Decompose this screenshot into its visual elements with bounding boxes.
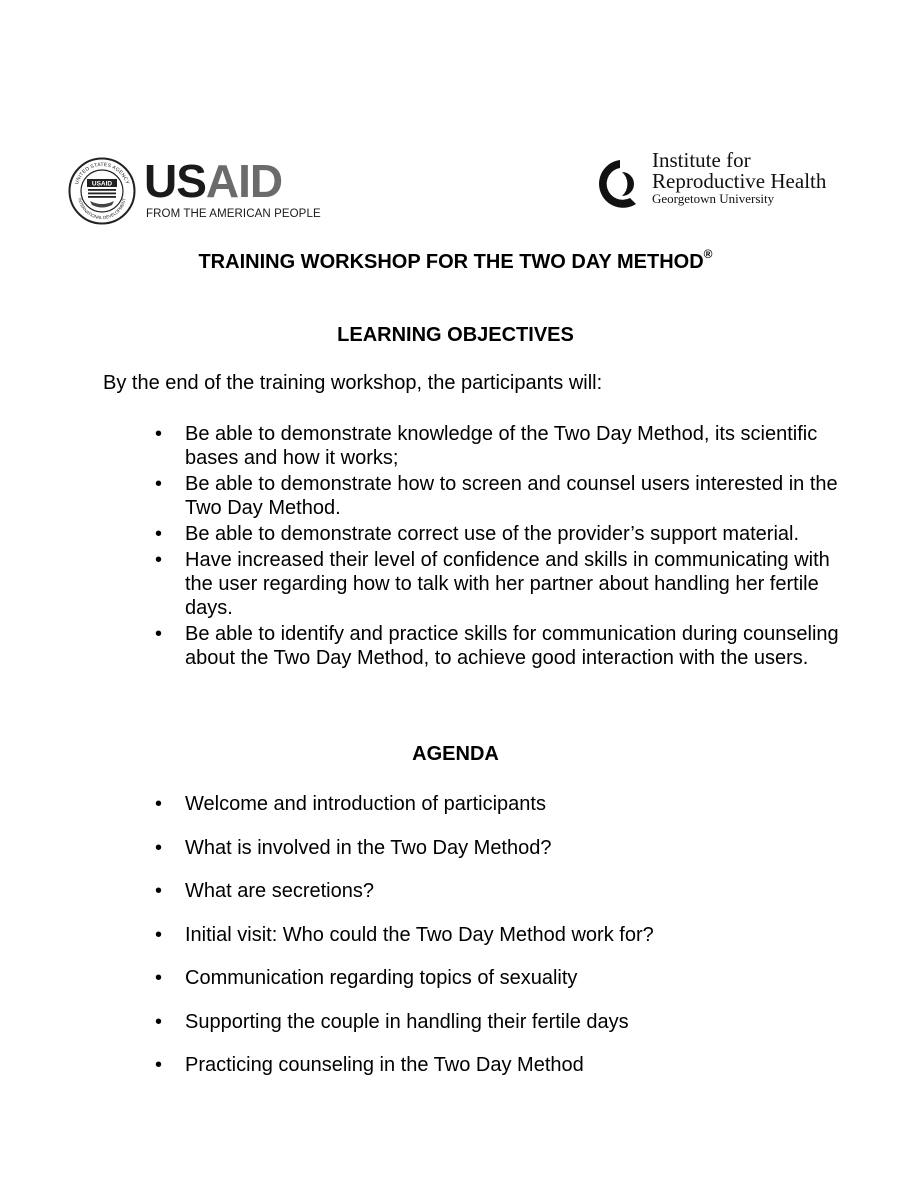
bullet-icon: •: [155, 836, 163, 859]
bullet-icon: •: [155, 880, 163, 902]
agenda-list: [155, 792, 855, 1097]
irh-line-georgetown: Georgetown University: [652, 191, 775, 206]
bullet-icon: •: [155, 1010, 163, 1033]
list-item: [155, 923, 855, 947]
list-item: [155, 792, 855, 816]
usaid-tagline: FROM THE AMERICAN PEOPLE: [146, 208, 321, 220]
agenda-text: What are secretions?: [185, 880, 374, 902]
bullet-icon: •: [155, 523, 163, 545]
objective-text: Have increased their level of confidence and skills in communicating with the user regarding how to talk with her partner about handling her fertile days.: [185, 549, 830, 619]
list-item: [155, 548, 855, 620]
usaid-wordmark-aid: AID: [205, 155, 283, 207]
bullet-icon: •: [155, 793, 163, 815]
agenda-text: Communication regarding topics of sexuality: [185, 967, 578, 989]
bullet-icon: •: [155, 923, 163, 946]
irh-logo: [590, 150, 880, 230]
agenda-text: Initial visit: Who could the Two Day Method work for?: [185, 923, 654, 946]
registered-mark: ®: [703, 247, 713, 262]
agenda-text: Practicing counseling in the Two Day Method: [185, 1054, 584, 1076]
objective-text: Be able to demonstrate knowledge of the Two Day Method, its scientific bases and how it works;: [185, 423, 818, 469]
irh-line-reproductive-health: Reproductive Health: [652, 169, 827, 193]
usaid-seal-badge: USAID: [91, 180, 113, 188]
objective-text: Be able to demonstrate how to screen and counsel users interested in the Two Day Method.: [185, 473, 838, 519]
list-item: [155, 836, 855, 860]
usaid-seal-bottom-text: INTERNATIONAL DEVELOPMENT: [77, 197, 127, 221]
usaid-logo: [62, 148, 342, 238]
list-item: [155, 1053, 855, 1077]
bullet-icon: •: [155, 967, 163, 989]
irh-line-institute: Institute for: [652, 148, 751, 172]
agenda-text: Welcome and introduction of participants: [185, 793, 546, 815]
list-item: [155, 422, 855, 470]
list-item: [155, 966, 855, 990]
list-item: [155, 1010, 855, 1034]
usaid-seal-top-text: UNITED STATES AGENCY: [73, 162, 131, 186]
agenda-heading: AGENDA: [412, 743, 499, 765]
bullet-icon: •: [155, 473, 163, 495]
irh-circle-mark-icon: [592, 154, 644, 214]
objectives-intro: By the end of the training workshop, the participants will:: [103, 372, 603, 394]
objectives-list: [155, 422, 855, 672]
usaid-seal-icon: [68, 157, 136, 225]
objective-text: Be able to identify and practice skills for communication during counseling about the Two Day Method, to achieve good interaction with the users.: [185, 623, 839, 669]
usaid-wordmark: [144, 155, 283, 207]
agenda-text: Supporting the couple in handling their fertile days: [185, 1010, 629, 1033]
document-title-text: TRAINING WORKSHOP FOR THE TWO DAY METHOD: [198, 251, 704, 273]
document-title: [0, 247, 911, 274]
list-item: [155, 522, 855, 546]
agenda-text: What is involved in the Two Day Method?: [185, 836, 552, 859]
usaid-wordmark-us: US: [144, 155, 206, 207]
bullet-icon: •: [155, 549, 163, 571]
list-item: [155, 622, 855, 670]
list-item: [155, 472, 855, 520]
bullet-icon: •: [155, 423, 163, 445]
objective-text: Be able to demonstrate correct use of the provider’s support material.: [185, 523, 800, 545]
bullet-icon: •: [155, 623, 163, 645]
bullet-icon: •: [155, 1054, 163, 1076]
logo-header: [30, 140, 880, 250]
learning-objectives-heading: LEARNING OBJECTIVES: [337, 324, 574, 346]
irh-wordmark: [652, 150, 826, 206]
list-item: [155, 879, 855, 903]
